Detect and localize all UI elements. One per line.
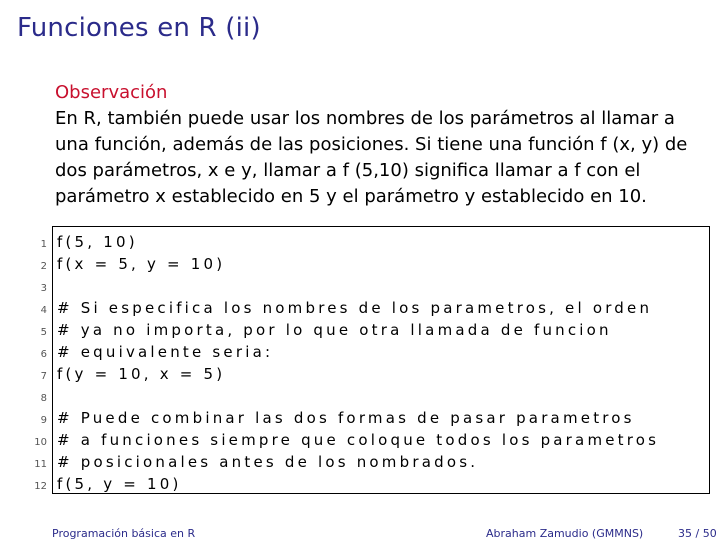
line-number: 9 [40, 415, 47, 426]
code-line [34, 429, 709, 451]
code-line [40, 319, 709, 341]
code-text: f(5, 10) [57, 233, 138, 251]
slide-title: Funciones en R (ii) [17, 13, 261, 43]
line-number: 8 [40, 393, 47, 404]
code-line [34, 473, 709, 495]
block-title: Observación [55, 82, 168, 103]
code-line [40, 253, 709, 275]
block-body [55, 106, 705, 210]
line-number: 6 [40, 349, 47, 360]
code-line [40, 363, 709, 385]
line-number: 10 [34, 437, 47, 448]
line-number: 5 [40, 327, 47, 338]
line-number: 4 [40, 305, 47, 316]
code-line [40, 231, 709, 253]
line-number: 3 [40, 283, 47, 294]
block-line: dos parámetros, x e y, llamar a f (5,10) significa llamar a f con el [55, 160, 641, 181]
code-text: f(5, y = 10) [57, 475, 182, 493]
block-line: parámetro x establecido en 5 y el parámetro y establecido en 10. [55, 186, 647, 207]
code-listing [34, 226, 710, 494]
code-text: f(y = 10, x = 5) [57, 365, 226, 383]
code-text: # posicionales antes de los nombrados. [57, 453, 479, 471]
code-line [34, 451, 709, 473]
code-text: # a funciones siempre que coloque todos los parametros [57, 431, 660, 449]
code-line [40, 407, 709, 429]
line-number: 12 [34, 481, 47, 492]
line-number: 7 [40, 371, 47, 382]
line-number: 2 [40, 261, 47, 272]
footer-author: Abraham Zamudio (GMMNS) [486, 527, 644, 540]
line-number: 1 [40, 239, 47, 250]
code-line [40, 341, 709, 363]
code-line [40, 385, 709, 407]
code-text: # Puede combinar las dos formas de pasar parametros [57, 409, 635, 427]
code-text: # ya no importa, por lo que otra llamada de funcion [57, 321, 612, 339]
code-line [40, 275, 709, 297]
footer-page-number: 35 / 50 [678, 527, 717, 540]
block-line: En R, también puede usar los nombres de los parámetros al llamar a [55, 108, 675, 129]
line-number: 11 [34, 459, 47, 470]
code-text: f(x = 5, y = 10) [57, 255, 226, 273]
code-text: # Si especifica los nombres de los parametros, el orden [57, 299, 653, 317]
footer-course: Programación básica en R [52, 527, 196, 540]
code-line [40, 297, 709, 319]
block-line: una función, además de las posiciones. Si tiene una función f (x, y) de [55, 134, 688, 155]
observation-block [55, 80, 705, 210]
code-text: # equivalente seria: [57, 343, 274, 361]
